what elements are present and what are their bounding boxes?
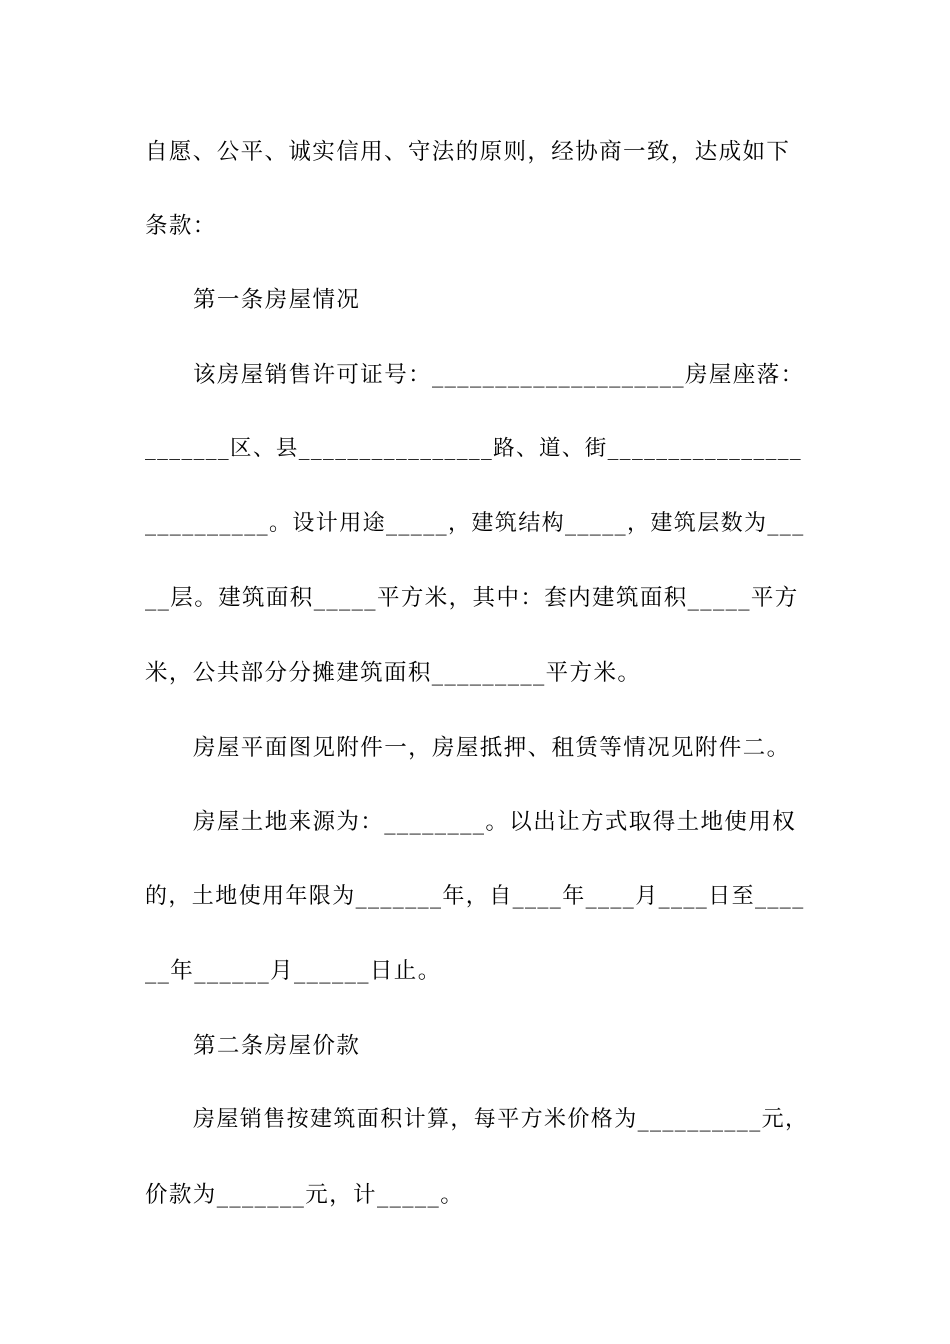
paragraph-line: 的，土地使用年限为_______年，自____年____月____日至____ bbox=[145, 884, 805, 909]
paragraph-line: 条款： bbox=[145, 213, 217, 239]
paragraph-line: 价款为_______元，计_____。 bbox=[145, 1182, 465, 1208]
paragraph-line: 该房屋销售许可证号：____________________房屋座落： bbox=[193, 362, 805, 388]
paragraph-line: 自愿、公平、诚实信用、守法的原则，经协商一致，达成如下 bbox=[145, 139, 791, 165]
paragraph-line: __________。设计用途_____，建筑结构_____，建筑层数为___ bbox=[145, 511, 805, 536]
section-heading: 第一条房屋情况 bbox=[193, 287, 361, 313]
section-heading: 第二条房屋价款 bbox=[193, 1033, 361, 1059]
paragraph-line: _______区、县________________路、道、街________________ bbox=[145, 436, 803, 461]
paragraph-line: 房屋土地来源为：________。以出让方式取得土地使用权 bbox=[193, 809, 797, 835]
paragraph-line: 米，公共部分分摊建筑面积_________平方米。 bbox=[145, 660, 642, 686]
paragraph-line: __层。建筑面积_____平方米，其中：套内建筑面积_____平方 bbox=[145, 585, 799, 611]
paragraph-line: 房屋平面图见附件一，房屋抵押、租赁等情况见附件二。 bbox=[193, 735, 791, 761]
paragraph-line: __年______月______日止。 bbox=[145, 958, 442, 984]
paragraph-line: 房屋销售按建筑面积计算，每平方米价格为__________元， bbox=[193, 1107, 809, 1132]
